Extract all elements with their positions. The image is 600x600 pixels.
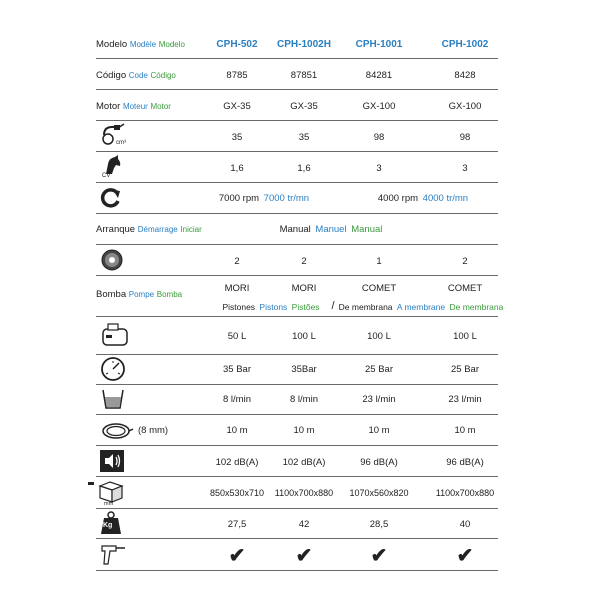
cc-value: 35 (298, 132, 310, 143)
model-cph-1002: CPH-1002 (441, 39, 489, 50)
type-pt: De membrana (449, 302, 504, 312)
type-es: De membrana (338, 302, 393, 312)
flow-value: 23 l/min (362, 394, 396, 405)
row-hose (96, 415, 498, 446)
rpm-fr: 7000 tr/mn (263, 193, 310, 204)
label-es: Modelo (96, 39, 128, 50)
row-modelo (96, 28, 498, 59)
cv-value: 3 (462, 163, 468, 174)
row-pistons (96, 245, 498, 276)
pressure-value: 25 Bar (451, 364, 479, 375)
value-es: Manual (279, 224, 311, 235)
type-es: Pistones (222, 302, 256, 312)
rpm-fr: 4000 tr/mn (422, 193, 469, 204)
noise-value: 96 dB(A) (360, 457, 398, 468)
hose-coil-icon (100, 419, 134, 441)
label-fr: Moteur (122, 102, 148, 111)
motor-value: GX-100 (362, 101, 396, 112)
motor-value: GX-35 (290, 101, 318, 112)
hose-value: 10 m (454, 425, 476, 436)
label-pt: Motor (150, 102, 171, 111)
label-pt: Modelo (158, 40, 185, 49)
tank-value: 100 L (367, 331, 391, 342)
dims-value: 850x530x710 (209, 488, 265, 498)
pressure-value: 25 Bar (365, 364, 393, 375)
spray-gun-check: ✔ (228, 545, 246, 567)
label-es: Arranque (96, 224, 136, 235)
motor-value: GX-100 (448, 101, 482, 112)
row-rpm (96, 183, 498, 214)
pistons-value: 2 (234, 256, 240, 267)
bucket-flow-icon (100, 387, 126, 411)
row-motor (96, 90, 498, 121)
cc-value: 98 (459, 132, 471, 143)
row-flow (96, 385, 498, 415)
pressure-gauge-icon (100, 356, 126, 382)
spray-gun-icon (100, 542, 126, 566)
label-bomba (96, 289, 182, 300)
label-fr: Démarrage (137, 225, 178, 234)
cc-unit: cm³ (116, 140, 126, 146)
rotation-arrow-icon (100, 187, 122, 209)
label-fr: Code (128, 71, 148, 80)
codigo-value: 8785 (226, 70, 248, 81)
pump-brand: MORI (291, 283, 317, 294)
row-spray-gun (96, 539, 498, 571)
cv-unit: CV (102, 173, 111, 179)
cc-value: 35 (231, 132, 243, 143)
type-fr: Pistons (259, 302, 288, 312)
tank-value: 100 L (292, 331, 316, 342)
codigo-value: 8428 (454, 70, 476, 81)
pump-type-membrana (339, 302, 504, 312)
value-pt: Manual (351, 224, 383, 235)
pump-brand: MORI (224, 283, 250, 294)
dims-value: 1100x700x880 (435, 488, 495, 498)
label-es: Motor (96, 101, 121, 112)
rpm-es: 7000 rpm (218, 193, 260, 204)
row-codigo (96, 59, 498, 90)
noise-value: 96 dB(A) (446, 457, 484, 468)
speaker-icon (100, 450, 124, 472)
rpm-value-left (219, 193, 309, 204)
hose-value: 10 m (293, 425, 315, 436)
cv-value: 3 (376, 163, 382, 174)
model-cph-1001: CPH-1001 (355, 39, 403, 50)
pump-brand: COMET (361, 283, 397, 294)
arranque-value (280, 224, 383, 235)
noise-value: 102 dB(A) (215, 457, 259, 468)
row-displacement (96, 121, 498, 152)
dims-unit: mm (104, 501, 114, 507)
pulley-wheel-icon (100, 248, 124, 272)
pistons-value: 2 (462, 256, 468, 267)
flow-value: 23 l/min (448, 394, 482, 405)
row-arranque (96, 214, 498, 245)
pressure-value: 35Bar (291, 364, 317, 375)
label-fr: Pompe (128, 290, 155, 299)
type-pt: Pistões (291, 302, 320, 312)
weight-unit: Kg (103, 522, 113, 529)
label-es: Código (96, 70, 127, 81)
value-fr: Manuel (315, 224, 347, 235)
spray-gun-check: ✔ (456, 545, 474, 567)
row-horsepower (96, 152, 498, 183)
weight-value: 27,5 (227, 519, 247, 530)
row-tank (96, 317, 498, 355)
hose-value: 10 m (368, 425, 390, 436)
label-es: Bomba (96, 289, 127, 300)
row-bomba (96, 276, 504, 317)
flow-value: 8 l/min (223, 394, 251, 405)
pump-brand: COMET (447, 283, 483, 294)
codigo-value: 84281 (365, 70, 393, 81)
pistons-value: 2 (301, 256, 307, 267)
codigo-value: 87851 (290, 70, 318, 81)
tank-value: 100 L (453, 331, 477, 342)
label-motor (96, 101, 171, 112)
tank-value: 50 L (227, 331, 247, 342)
cc-value: 98 (373, 132, 385, 143)
pressure-value: 35 Bar (223, 364, 251, 375)
spray-gun-check: ✔ (295, 545, 313, 567)
tank-icon (100, 321, 130, 349)
dims-value: 1070x560x820 (349, 488, 409, 498)
weight-value: 28,5 (369, 519, 389, 530)
flow-value: 8 l/min (290, 394, 318, 405)
pistons-value: 1 (376, 256, 382, 267)
model-cph-502: CPH-502 (216, 39, 258, 50)
cv-value: 1,6 (297, 163, 311, 174)
motor-value: GX-35 (223, 101, 251, 112)
label-fr: Modèle (129, 40, 157, 49)
row-noise (96, 446, 498, 477)
rpm-value-right (378, 193, 468, 204)
pump-type-pistones (222, 302, 319, 312)
row-weight (96, 509, 498, 539)
dims-value: 1100x700x880 (274, 488, 334, 498)
pump-type-separator: / (331, 300, 335, 312)
label-pt: Bomba (156, 290, 183, 299)
row-dimensions (96, 477, 498, 509)
label-arranque (96, 224, 202, 235)
spray-gun-check: ✔ (370, 545, 388, 567)
label-pt: Código (150, 71, 176, 80)
cv-value: 1,6 (230, 163, 244, 174)
row-pressure (96, 355, 498, 385)
type-fr: A membrane (396, 302, 446, 312)
model-cph-1002h: CPH-1002H (277, 39, 331, 50)
weight-value: 42 (298, 519, 310, 530)
label-modelo (96, 39, 185, 50)
rpm-es: 4000 rpm (377, 193, 419, 204)
hose-value: 10 m (226, 425, 248, 436)
hose-size: (8 mm) (138, 425, 169, 436)
weight-value: 40 (459, 519, 471, 530)
noise-value: 102 dB(A) (282, 457, 326, 468)
label-pt: Iniciar (180, 225, 202, 234)
label-codigo (96, 70, 176, 81)
